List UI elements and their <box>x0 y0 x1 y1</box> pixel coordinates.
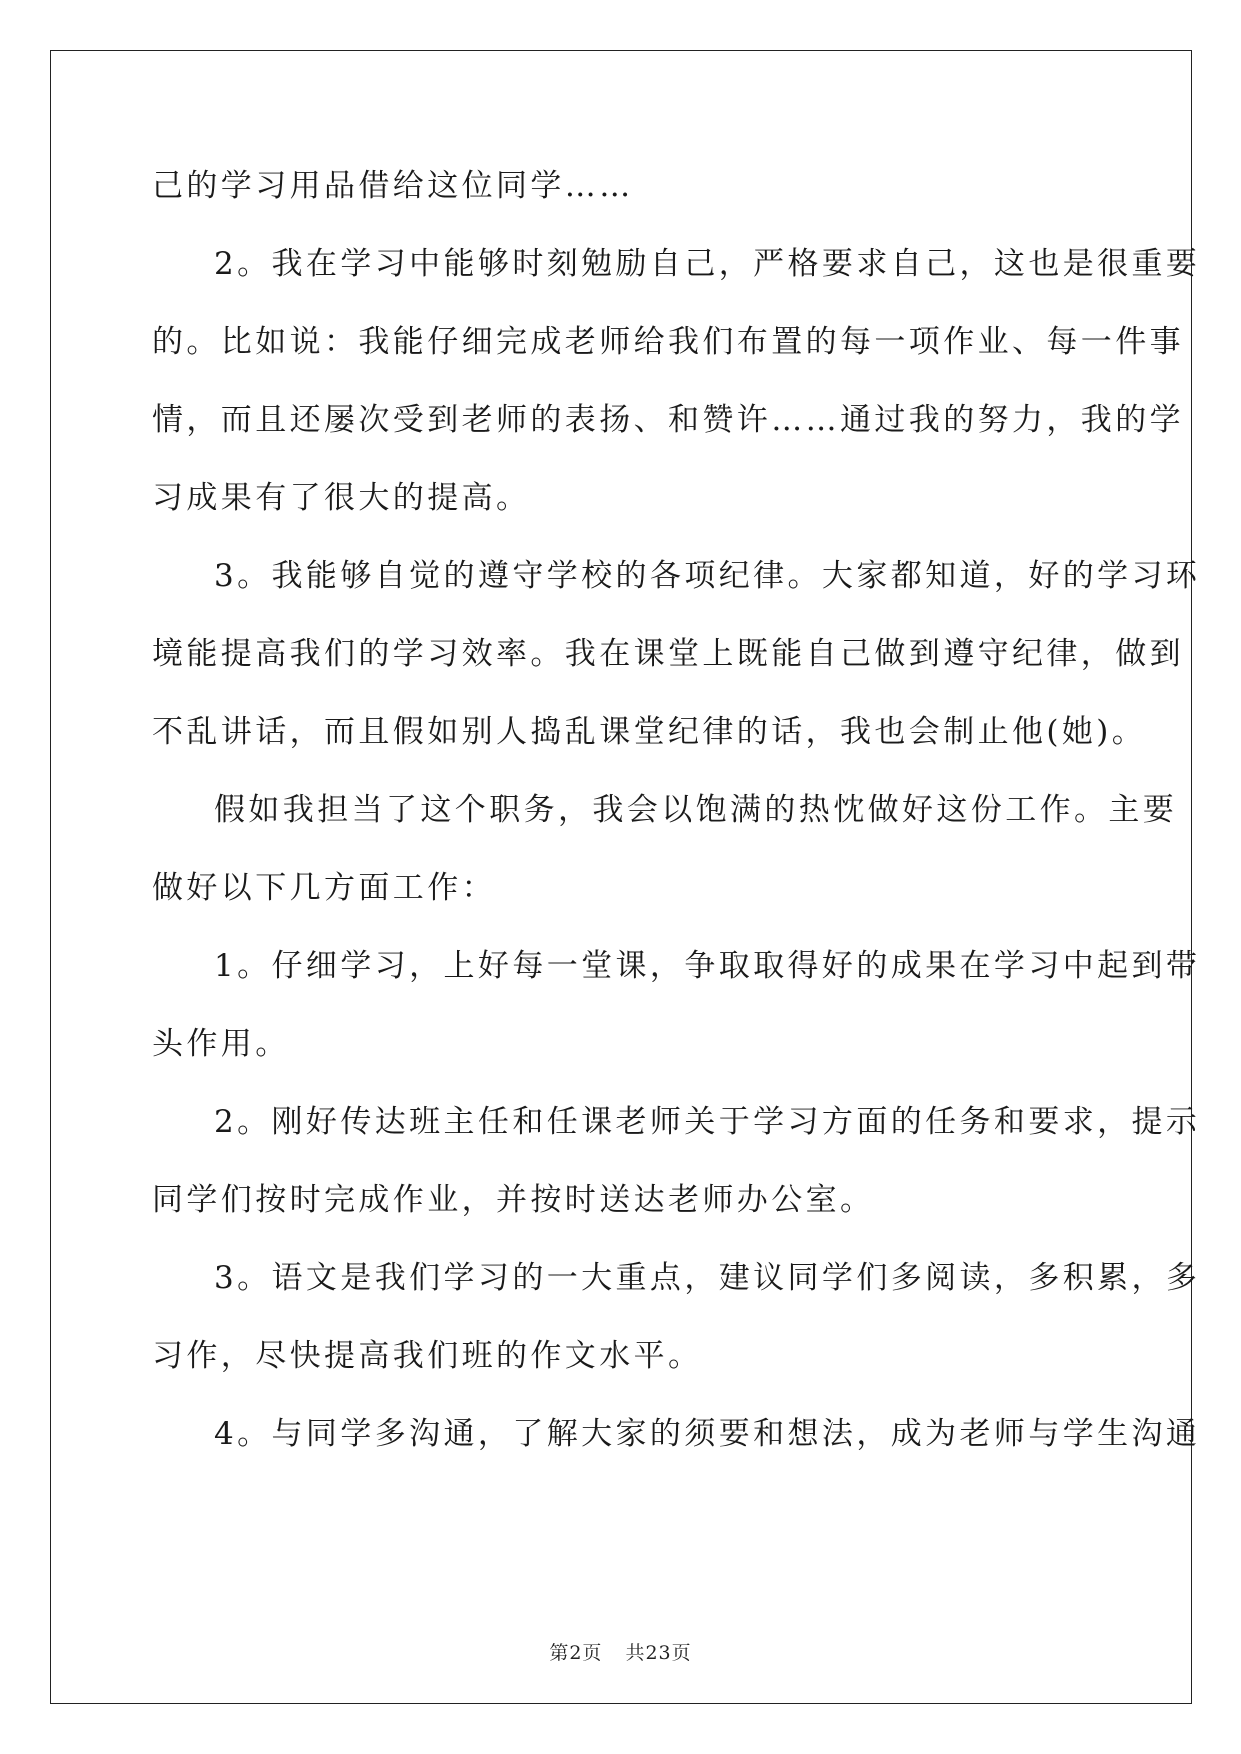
text-line: 同学们按时完成作业，并按时送达老师办公室。 <box>152 1182 875 1218</box>
text-line: 头作用。 <box>152 1026 290 1062</box>
text-line: 3。我能够自觉的遵守学校的各项纪律。大家都知道，好的学习环 <box>214 558 1201 594</box>
text-line: 做好以下几方面工作： <box>152 870 496 906</box>
text-line: 3。语文是我们学习的一大重点，建议同学们多阅读，多积累，多 <box>214 1260 1201 1296</box>
page-number: 第2页 <box>549 1642 603 1664</box>
text-line: 情，而且还屡次受到老师的表扬、和赞许……通过我的努力，我的学 <box>152 402 1184 438</box>
text-line: 的。比如说：我能仔细完成老师给我们布置的每一项作业、每一件事 <box>152 324 1184 360</box>
text-line: 假如我担当了这个职务，我会以饱满的热忱做好这份工作。主要 <box>214 792 1178 828</box>
page-total: 共23页 <box>625 1642 692 1664</box>
document-body <box>152 161 1201 1487</box>
text-line: 2。我在学习中能够时刻勉励自己，严格要求自己，这也是很重要 <box>214 246 1201 282</box>
text-line: 己的学习用品借给这位同学…… <box>152 168 634 204</box>
text-line: 4。与同学多沟通，了解大家的须要和想法，成为老师与学生沟通 <box>214 1416 1201 1452</box>
text-line: 习成果有了很大的提高。 <box>152 480 531 516</box>
text-line: 境能提高我们的学习效率。我在课堂上既能自己做到遵守纪律，做到 <box>152 636 1184 672</box>
text-line: 1。仔细学习，上好每一堂课，争取取得好的成果在学习中起到带 <box>214 948 1201 984</box>
page-footer <box>0 1638 1241 1665</box>
text-line: 2。刚好传达班主任和任课老师关于学习方面的任务和要求，提示 <box>214 1104 1201 1140</box>
text-line: 习作，尽快提高我们班的作文水平。 <box>152 1338 703 1374</box>
text-line: 不乱讲话，而且假如别人捣乱课堂纪律的话，我也会制止他(她)。 <box>152 714 1147 750</box>
